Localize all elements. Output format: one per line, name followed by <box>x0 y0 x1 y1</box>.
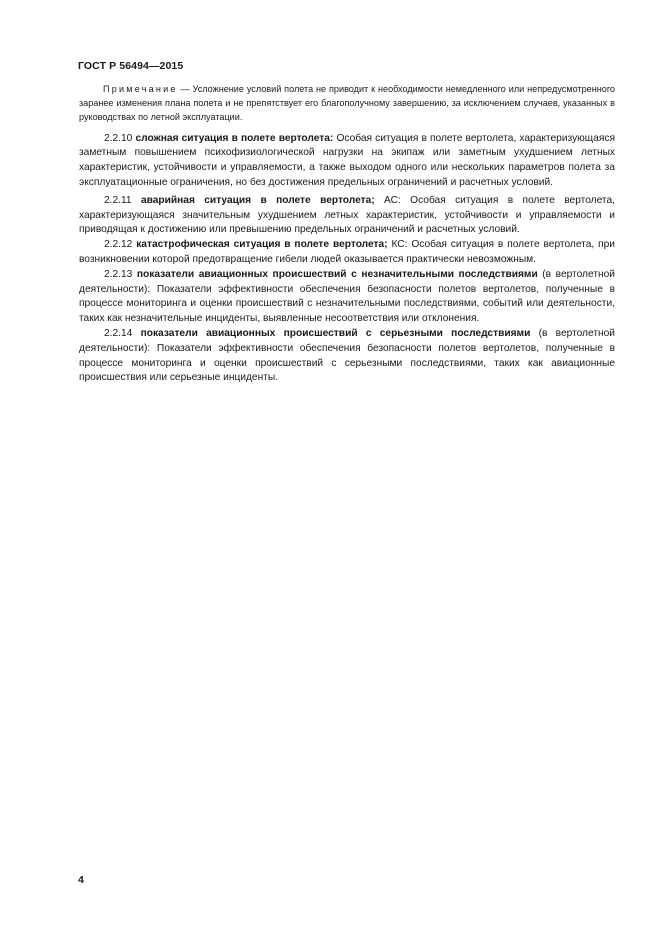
paragraph-number: 2.2.13 <box>104 268 133 280</box>
paragraph-text: КС: Особая ситуация в полете вертолета, при возникновении которой предотвращение гибели людей оказывается практически невозможным. <box>79 239 615 265</box>
page-number: 4 <box>78 874 84 886</box>
paragraph-2-2-12 <box>79 238 615 268</box>
paragraph-number: 2.2.10 <box>104 132 133 144</box>
paragraph-2-2-11 <box>79 194 615 238</box>
paragraph-number: 2.2.14 <box>104 327 133 339</box>
paragraph-number: 2.2.12 <box>104 239 133 251</box>
paragraph-2-2-13 <box>79 268 615 327</box>
note-block <box>79 82 615 125</box>
document-body <box>79 82 615 386</box>
paragraph-2-2-14 <box>79 327 615 386</box>
paragraph-term: катастрофическая ситуация в полете вертолета; <box>136 239 388 251</box>
paragraph-text: Особая ситуация в полете вертолета, характеризующаяся заметным повышением психофизиологической нагрузки на экипаж или заметным ухудшением летных характеристик, устойчивости и управляемости, а также выходом одного или нескольких параметров полета за эксплуатационные ограничения, но без достижения предельных ограничений и расчетных условий. <box>79 132 615 188</box>
paragraph-text: (в вертолетной деятельности): Показатели эффективности обеспечения безопасности полетов вертолетов, полученные в процессе мониторинга и оценки происшествий с серьезными последствиями, таких как авиационные происшествия или серьезные инциденты. <box>79 327 615 384</box>
paragraph-term: аварийная ситуация в полете вертолета; <box>140 194 375 206</box>
paragraph-term: показатели авиационных происшествий с серьезными последствиями <box>140 327 531 339</box>
note-text: Усложнение условий полета не приводит к необходимости немедленного или непредусмотренного заранее изменения плана полета и не препятствует его благополучному завершению, за исключением случаев, указанных в руководствах по летной эксплуатации. <box>79 84 615 123</box>
paragraph-term: показатели авиационных происшествий с незначительными последствиями <box>136 268 538 280</box>
paragraph-text: АС: Особая ситуация в полете вертолета, характеризующаяся значительным ухудшением летных характеристик, устойчивости и управляемости и приводящая к достижению или превышению предельных ограничений и расчетных условий. <box>79 194 615 236</box>
note-label: Примечание <box>103 84 178 94</box>
paragraph-2-2-10 <box>79 132 615 191</box>
paragraph-text: (в вертолетной деятельности): Показатели эффективности обеспечения безопасности полетов вертолетов, полученные в процессе мониторинга и оценки происшествий с незначительными последствиями, событий или деятельности, таких как незначительные инциденты, выявленные несоответствия или отклонения. <box>79 268 615 325</box>
note-dash: — <box>177 84 193 94</box>
document-header: ГОСТ Р 56494—2015 <box>78 60 184 72</box>
paragraph-number: 2.2.11 <box>104 194 132 206</box>
paragraph-term: сложная ситуация в полете вертолета: <box>135 132 334 144</box>
